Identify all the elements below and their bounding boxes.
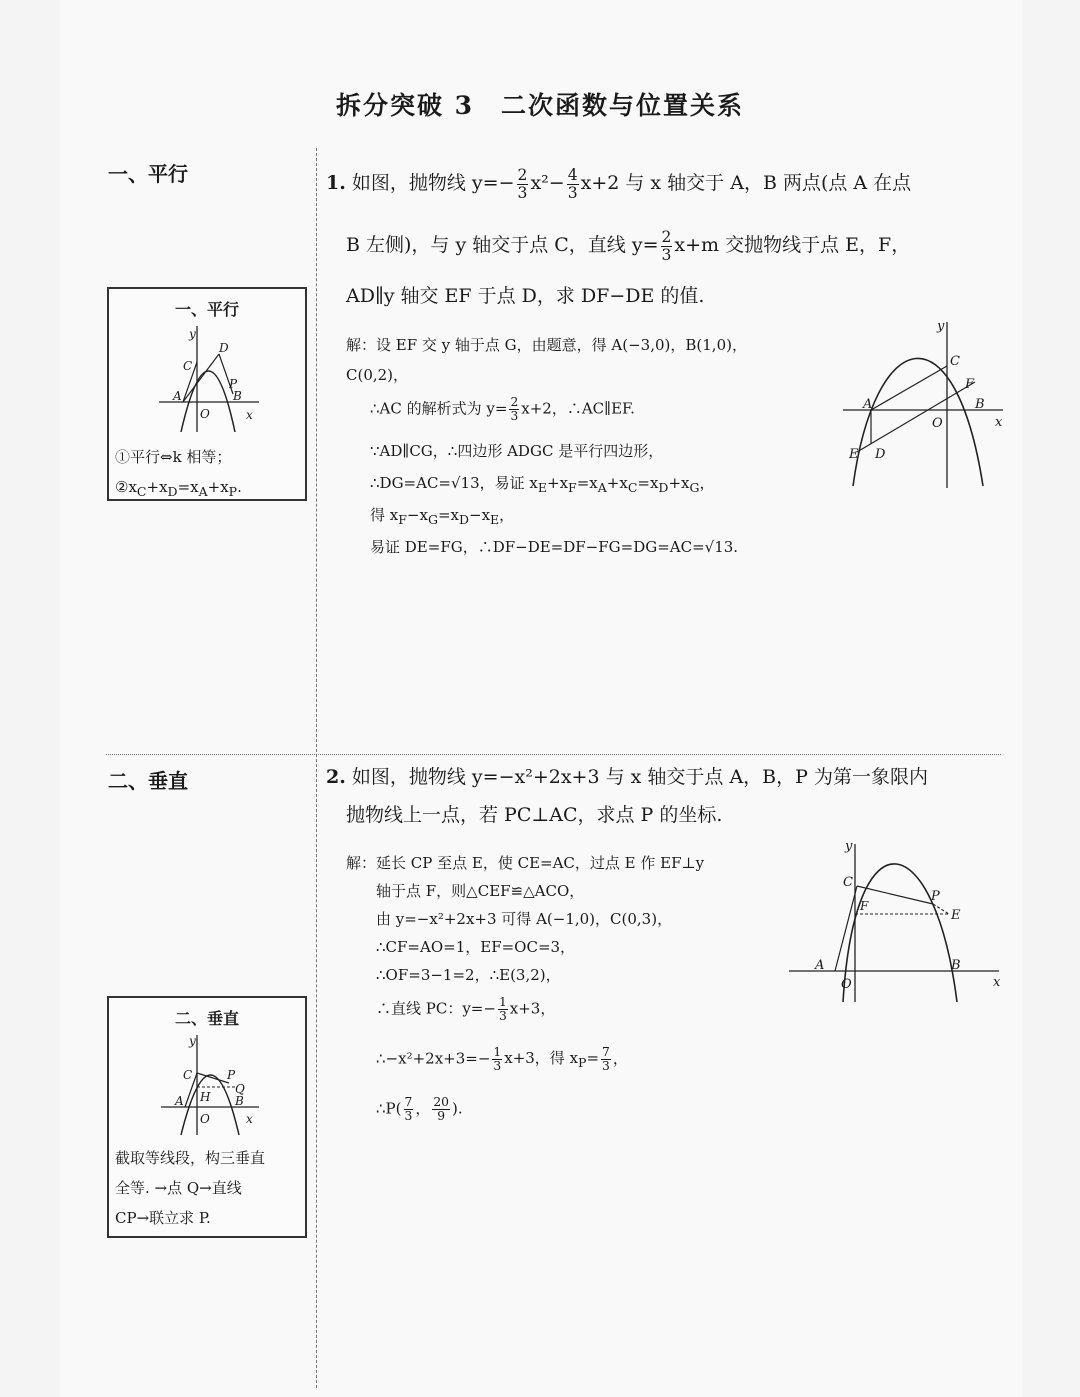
denominator: 3 <box>493 1058 502 1073</box>
denominator: 3 <box>498 1008 507 1023</box>
label-e: E <box>951 908 961 923</box>
section-divider <box>106 754 1001 755</box>
label-d: D <box>875 447 886 462</box>
line-cp <box>857 886 933 904</box>
label-o: O <box>932 416 943 431</box>
solution-text: ∴AC 的解析式为 y= <box>370 399 508 418</box>
label-b: B <box>235 1094 244 1108</box>
problem-text: x+m 交抛物线于点 E，F， <box>674 234 911 256</box>
label-y: y <box>937 319 945 334</box>
numerator: 2 <box>510 395 519 409</box>
numerator: 2 <box>661 228 672 247</box>
problem-1 <box>326 152 1006 316</box>
fraction <box>567 167 579 201</box>
solution-line: 由 y=−x²+2x+3 可得 A(−1,0)，C(0,3)， <box>376 910 673 928</box>
mini-figure-parallel <box>109 320 305 438</box>
box-note: 全等. →点 Q→直线 <box>115 1179 242 1197</box>
solution-line: 得 $x_F-x_G=x_D-x_E$， <box>370 506 515 527</box>
label-y: y <box>845 839 853 854</box>
solution-line: 解：延长 CP 至点 E，使 CE=AC，过点 E 作 EF⊥y <box>346 854 705 872</box>
solution-text: x+2，∴AC∥EF. <box>521 399 635 418</box>
label-a: A <box>815 958 825 973</box>
denominator: 3 <box>517 183 528 202</box>
solution-text: x+3，得 $x_P=$ <box>504 1049 600 1071</box>
denominator: 3 <box>602 1058 610 1073</box>
denominator: 3 <box>510 408 519 423</box>
fraction <box>432 1096 450 1123</box>
label-b: B <box>975 397 985 412</box>
solution-text: x+3， <box>509 999 556 1018</box>
problem-line <box>326 758 1006 796</box>
label-b: B <box>233 389 242 403</box>
solution-text: ∴直线 PC：y=− <box>376 999 496 1018</box>
line-cp <box>197 1073 229 1083</box>
label-y: y <box>189 1034 196 1048</box>
parabola <box>181 1075 239 1135</box>
column-divider <box>316 148 317 1388</box>
label-o: O <box>200 1112 210 1126</box>
fraction <box>498 996 508 1023</box>
page-title: 拆分突破 3 二次函数与位置关系 <box>335 91 745 120</box>
problem-number: 2. <box>326 766 346 788</box>
label-c: C <box>843 875 853 890</box>
label-p: P <box>227 1068 236 1082</box>
problem-number: 1. <box>326 172 346 194</box>
numerator: 4 <box>567 166 578 185</box>
box-note: $②x_C+x_D=x_A+x_P$. <box>115 478 242 499</box>
label-a: A <box>863 397 873 412</box>
figure-problem-1 <box>835 316 1010 492</box>
label-o: O <box>841 977 852 992</box>
solution-line: 易证 DE=FG，∴DF−DE=DF−FG=DG=AC=√13. <box>370 538 739 556</box>
box-note: 截取等线段，构三垂直 <box>115 1149 266 1167</box>
fraction <box>404 1096 414 1123</box>
section-heading-perpendicular: 二、垂直 <box>108 769 188 793</box>
solution-text: ∴−x²+2x+3=− <box>376 1049 491 1068</box>
method-box-parallel <box>107 287 307 501</box>
problem-text: 如图，抛物线 y=−x²+2x+3 与 x 轴交于点 A，B，P 为第一象限内 <box>351 766 928 788</box>
solution-text: ∴P( <box>376 1099 402 1118</box>
fraction <box>492 1046 502 1073</box>
solution-line: 解：设 EF 交 y 轴于点 G，由题意，得 A(−3,0)，B(1,0)， <box>346 336 747 354</box>
problem-text: x+2 与 x 轴交于 A，B 两点(点 A 在点 <box>580 172 912 194</box>
numerator: 1 <box>493 1045 502 1059</box>
label-d: D <box>219 341 229 355</box>
denominator: 3 <box>661 245 672 264</box>
solution-line: ∵AD∥CG，∴四边形 ADGC 是平行四边形， <box>370 442 664 460</box>
label-x: x <box>993 975 1001 990</box>
problem-text: 如图，抛物线 y=− <box>351 172 515 194</box>
label-y: y <box>189 327 196 341</box>
problem-2 <box>326 758 1006 834</box>
problem-line <box>326 152 1006 214</box>
label-e: E <box>849 447 859 462</box>
label-f: F <box>965 377 975 392</box>
label-p: P <box>229 377 238 391</box>
denominator: 3 <box>404 1108 413 1123</box>
numerator: 7 <box>602 1045 610 1059</box>
solution-line: C(0,2)， <box>346 366 409 384</box>
parabola <box>853 358 983 486</box>
solution-1 <box>346 334 846 564</box>
problem-text: x²− <box>530 172 565 194</box>
fraction <box>517 167 529 201</box>
solution-line <box>376 1096 463 1123</box>
label-a: A <box>175 1094 184 1108</box>
figure-problem-2 <box>785 838 1005 1004</box>
fraction <box>601 1046 611 1073</box>
problem-text: B 左侧)，与 y 轴交于点 C，直线 y= <box>346 234 659 256</box>
box-note: CP→联立求 P. <box>115 1209 211 1227</box>
label-a: A <box>173 389 182 403</box>
method-box-perpendicular <box>107 996 307 1238</box>
solution-line: ∴OF=3−1=2，∴E(3,2)， <box>376 966 561 984</box>
numerator: 1 <box>498 995 507 1009</box>
line-ac <box>835 886 857 971</box>
problem-line: AD∥y 轴交 EF 于点 D，求 DF−DE 的值. <box>346 285 705 307</box>
solution-text: ， <box>415 1099 431 1118</box>
solution-line: ∴DG=AC=√13，易证 $x_E+x_F=x_A+x_C=x_D+x_G$， <box>370 474 715 495</box>
section-heading-parallel: 一、平行 <box>108 162 188 186</box>
denominator: 9 <box>437 1108 446 1123</box>
label-p: P <box>931 889 940 904</box>
fraction <box>509 396 519 423</box>
mini-figure-perpendicular <box>109 1029 305 1139</box>
label-c: C <box>183 1068 193 1082</box>
problem-line: 抛物线上一点，若 PC⊥AC，求点 P 的坐标. <box>346 804 723 826</box>
label-q: Q <box>235 1082 245 1096</box>
label-c: C <box>950 354 960 369</box>
solution-line <box>376 996 555 1023</box>
line-ac <box>871 366 947 410</box>
method-box-title: 一、平行 <box>174 300 239 319</box>
parabola <box>843 864 957 1002</box>
method-box-title: 二、垂直 <box>174 1009 239 1028</box>
numerator: 20 <box>433 1095 449 1109</box>
label-b: B <box>951 958 961 973</box>
problem-line <box>326 214 1006 276</box>
fraction <box>661 229 673 263</box>
label-o: O <box>200 407 210 421</box>
numerator: 2 <box>517 166 528 185</box>
solution-line <box>370 396 635 423</box>
solution-text: ). <box>452 1099 463 1118</box>
solution-line: ∴CF=AO=1，EF=OC=3， <box>376 938 576 956</box>
denominator: 3 <box>567 183 578 202</box>
label-x: x <box>246 408 253 422</box>
solution-2 <box>346 852 786 1132</box>
solution-text: ， <box>612 1049 628 1068</box>
label-c: C <box>183 359 193 373</box>
numerator: 7 <box>404 1095 413 1109</box>
box-note: ①平行⇔k 相等； <box>115 448 232 466</box>
line-ef <box>857 382 975 452</box>
label-h: H <box>200 1090 211 1104</box>
solution-line: 轴于点 F，则△CEF≌△ACO， <box>376 882 585 900</box>
label-x: x <box>246 1112 253 1126</box>
solution-line <box>376 1046 628 1073</box>
label-f: F <box>860 899 869 913</box>
label-x: x <box>995 415 1003 430</box>
